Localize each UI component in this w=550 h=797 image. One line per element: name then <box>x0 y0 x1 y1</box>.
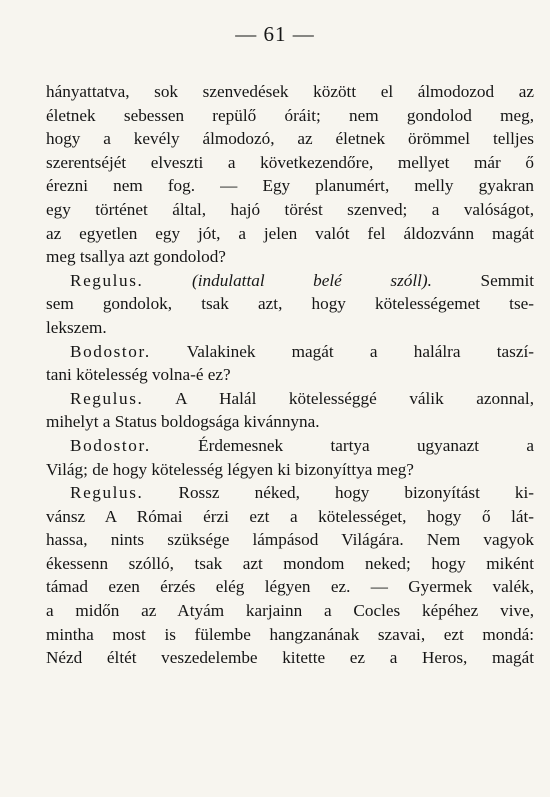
text-line <box>46 222 534 246</box>
line-text: lekszem. <box>46 317 107 337</box>
speaker-name: Bodostor. <box>70 435 151 455</box>
line-text: sem gondolok, tsak azt, hogy kötelességemet tse- <box>46 294 534 314</box>
text-line <box>46 127 534 151</box>
line-text: hányattatva, sok szenvedések között el álmodozod az <box>46 82 534 101</box>
text-line <box>46 575 534 599</box>
line-text: Nézd éltét veszedelembe kitette ez a Heros, magát <box>46 648 534 668</box>
line-text: Semmit <box>480 270 535 290</box>
text-line <box>46 151 534 175</box>
line-text: az egyetlen egy jót, a jelen valót fel áldozvánn magát <box>46 223 534 243</box>
line-text: szerentséjét elveszti a következendőre, mellyet már ő <box>46 152 534 172</box>
text-line <box>46 528 534 552</box>
body-text <box>46 80 534 670</box>
line-text: érezni nem fog. — Egy planumért, melly gyakran <box>46 176 534 196</box>
line-text: A Halál kötelességgé válik azonnal, <box>175 388 534 408</box>
text-line <box>46 646 534 670</box>
text-line <box>46 599 534 623</box>
line-text: a midőn az Atyám karjainn a Cocles képéhez vive, <box>46 601 534 621</box>
line-text: tani kötelesség volna-é ez? <box>46 365 231 385</box>
line-text: mintha most is fülembe hangzanának szavai, ezt mondá: <box>46 624 534 644</box>
text-line <box>46 198 534 222</box>
text-line <box>46 410 534 434</box>
text-line <box>46 387 534 411</box>
line-text: Világ; de hogy kötelesség légyen ki bizonyíttya meg? <box>46 459 414 479</box>
speaker-name: Regulus. <box>70 270 144 290</box>
text-line <box>46 316 534 340</box>
text-line <box>46 269 534 293</box>
text-line <box>46 481 534 505</box>
stage-direction: (indulattal belé szóll). <box>192 270 432 290</box>
text-line <box>46 363 534 387</box>
text-line <box>46 104 534 128</box>
line-text: hogy a kevély álmodozó, az életnek örömmel telljes <box>46 129 534 149</box>
text-line <box>46 458 534 482</box>
line-text: mihelyt a Status boldogsága kivánnyna. <box>46 412 320 432</box>
line-text: Rossz néked, hogy bizonyítást ki- <box>178 483 535 503</box>
line-text: meg tsallya azt gondolod? <box>46 247 226 267</box>
line-text: Valakinek magát a halálra taszí- <box>186 341 534 361</box>
text-line <box>46 623 534 647</box>
line-text: ékessenn szólló, tsak azt mondom neked; hogy miként <box>46 553 534 573</box>
speaker-name: Bodostor. <box>70 341 151 361</box>
speaker-name: Regulus. <box>70 388 144 408</box>
line-text: egy történet által, hajó törést szenved; a valóságot, <box>46 199 534 219</box>
line-text: életnek sebessen repülő óráit; nem gondolod meg, <box>46 105 534 125</box>
text-line <box>46 245 534 269</box>
text-line <box>46 174 534 198</box>
text-line <box>46 505 534 529</box>
text-line <box>46 80 534 104</box>
text-line <box>46 552 534 576</box>
line-text: Érdemesnek tartya ugyanazt a <box>198 435 534 455</box>
text-line <box>46 434 534 458</box>
text-line <box>46 340 534 364</box>
line-text: hassa, nints szüksége lámpásod Világára. Nem vagyok <box>46 530 534 550</box>
page-number: — 61 — <box>235 22 315 46</box>
speaker-name: Regulus. <box>70 483 144 503</box>
line-text: vánsz A Római érzi ezt a kötelességet, hogy ő lát- <box>46 506 534 526</box>
text-line <box>46 292 534 316</box>
line-text: támad ezen érzés elég légyen ez. — Gyermek valék, <box>46 577 534 597</box>
